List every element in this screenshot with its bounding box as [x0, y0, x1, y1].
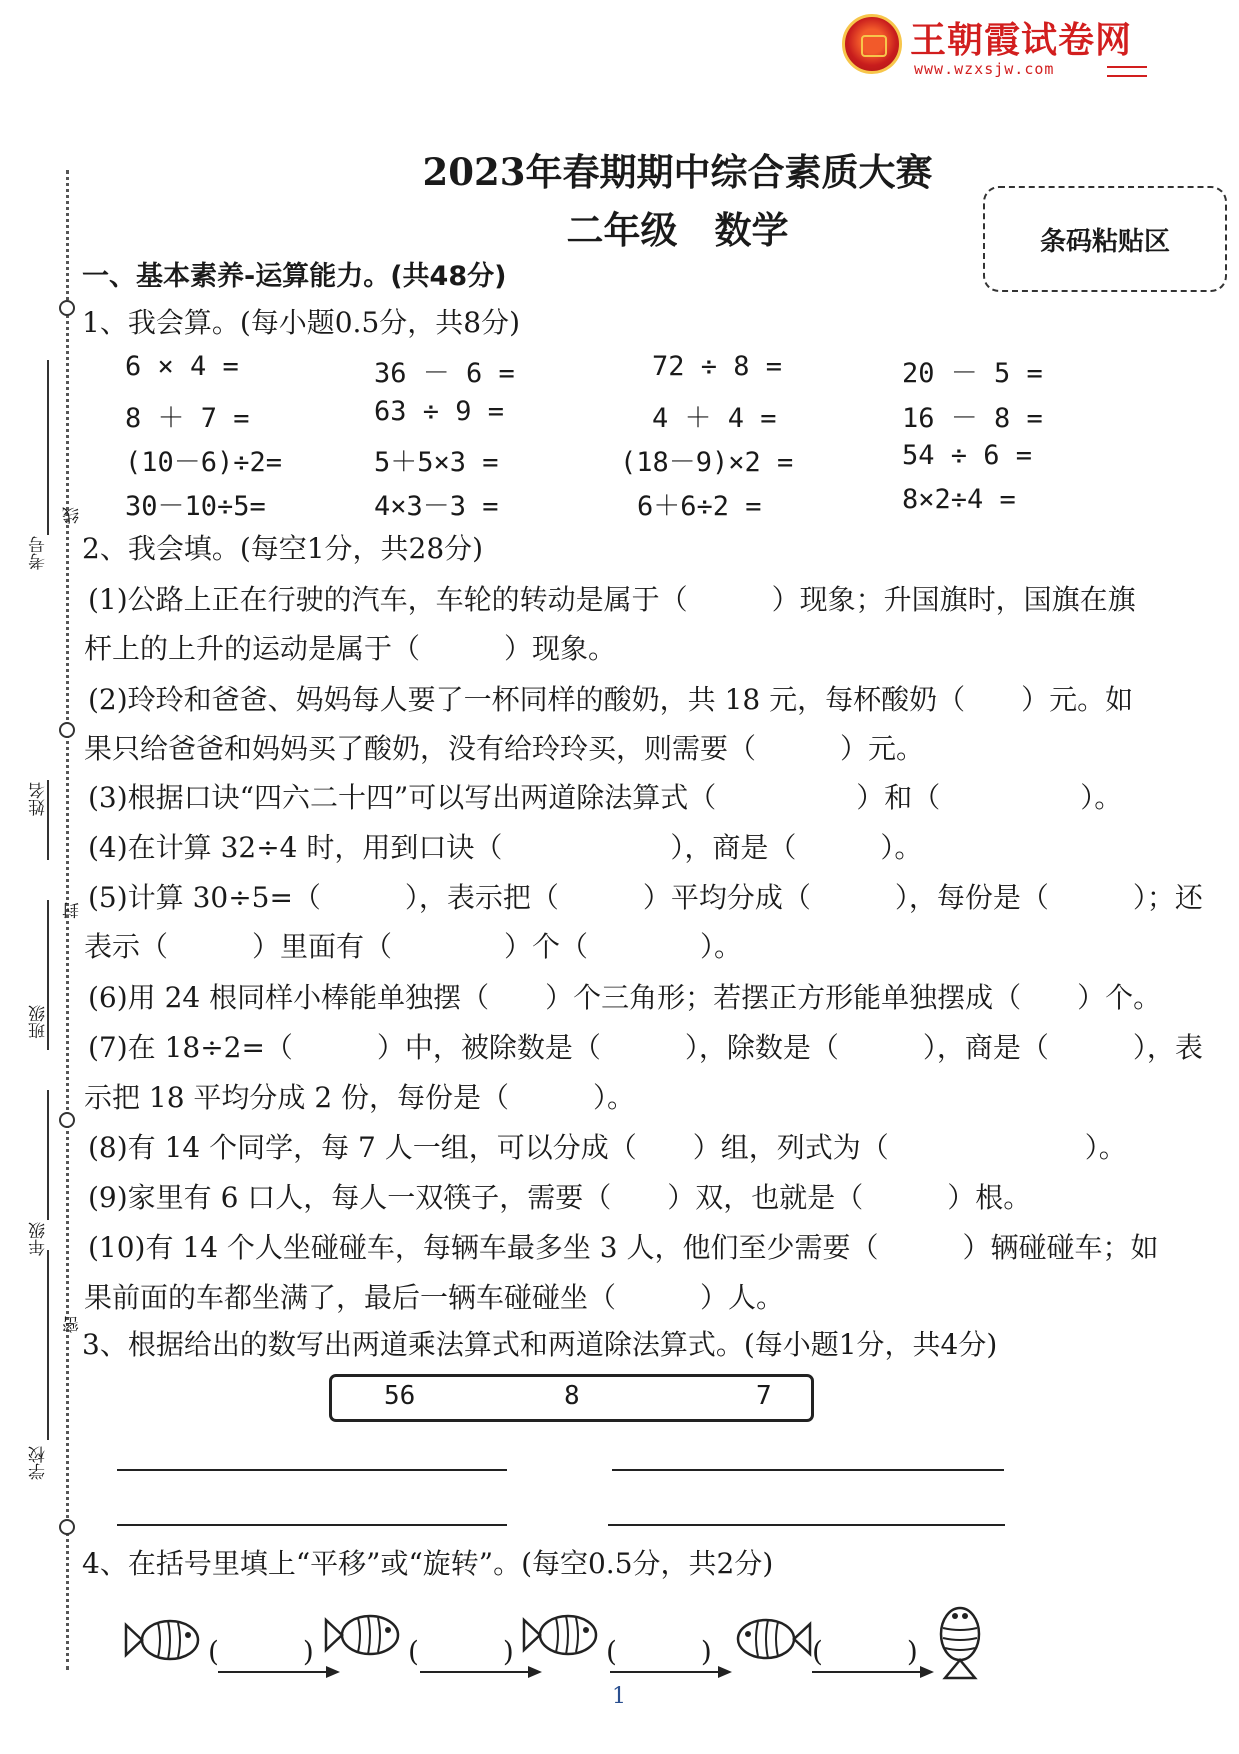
calc-item: 8×2÷4 = [902, 484, 1016, 515]
fish-icon [522, 1610, 604, 1660]
fill-line: (9)家里有 6 口人，每人一双筷子，需要（ ）双，也就是（ ）根。 [88, 1181, 1032, 1214]
calc-item: 16 － 8 = [902, 403, 1043, 434]
binding-hole [59, 1112, 75, 1128]
fill-line: (8)有 14 个同学，每 7 人一组，可以分成（ ）组，列式为（ ）。 [88, 1131, 1127, 1164]
answer-line [117, 1524, 507, 1526]
question-heading: 2、我会填。(每空1分，共28分) [82, 532, 484, 565]
fill-line: (1)公路上正在行驶的汽车，车轮的转动是属于（ ）现象；升国旗时，国旗在旗 [88, 583, 1136, 616]
calc-item: 72 ÷ 8 = [652, 351, 783, 382]
calc-item: 54 ÷ 6 = [902, 440, 1033, 471]
fill-line: (3)根据口诀“四六二十四”可以写出两道除法算式（ ）和（ ）。 [88, 781, 1123, 814]
binding-word: 封 [63, 902, 83, 919]
fill-line: 示把 18 平均分成 2 份，每份是（ ）。 [84, 1081, 636, 1114]
fill-line: 表示（ ）里面有（ ）个（ ）。 [84, 930, 743, 963]
fish-icon [935, 1600, 985, 1680]
logo-url: www.wzxsjw.com [914, 60, 1055, 78]
question-heading: 1、我会算。(每小题0.5分，共8分) [82, 306, 521, 339]
section-heading: 一、基本素养-运算能力。(共48分) [82, 261, 507, 292]
calc-item: 30－10÷5= [125, 491, 266, 522]
arrow-right-icon [610, 1671, 728, 1673]
calc-item: 20 － 5 = [902, 358, 1043, 389]
field-label-name: 姓名 [29, 782, 49, 816]
answer-blank[interactable]: ( ) [208, 1635, 314, 1668]
given-number: 8 [564, 1381, 580, 1411]
binding-hole [59, 1519, 75, 1535]
calc-item: 6 × 4 = [125, 351, 239, 382]
exam-subtitle: 二年级 数学 [566, 208, 789, 252]
binding-word: 密 [63, 1316, 83, 1333]
calc-item: 4×3－3 = [374, 491, 499, 522]
logo-decoration [1107, 66, 1147, 77]
logo-seal-icon [842, 14, 902, 74]
field-line [47, 360, 49, 535]
fill-line: 杆上的上升的运动是属于（ ）现象。 [84, 632, 617, 665]
fill-line: 果前面的车都坐满了，最后一辆车碰碰坐（ ）人。 [84, 1281, 785, 1314]
calc-item: 6＋6÷2 = [637, 491, 762, 522]
page-number: 1 [612, 1684, 626, 1709]
field-label-school: 学校 [29, 1446, 49, 1480]
fill-line: (10)有 14 个人坐碰碰车，每辆车最多坐 3 人，他们至少需要（ ）辆碰碰车；如 [88, 1231, 1159, 1264]
field-label-grade: 年级 [29, 1222, 49, 1256]
barcode-area [983, 186, 1227, 292]
calc-item: 8 ＋ 7 = [125, 403, 250, 434]
answer-blank[interactable]: ( ) [812, 1635, 918, 1668]
fill-line: 果只给爸爸和妈妈买了酸奶，没有给玲玲买，则需要（ ）元。 [84, 732, 925, 765]
arrow-right-icon [812, 1671, 930, 1673]
fish-icon [730, 1614, 812, 1664]
fill-line: (6)用 24 根同样小棒能单独摆（ ）个三角形；若摆正方形能单独摆成（ ）个。 [88, 981, 1162, 1014]
binding-hole [59, 300, 75, 316]
given-number: 56 [384, 1381, 416, 1411]
arrow-right-icon [420, 1671, 538, 1673]
binding-hole [59, 722, 75, 738]
fish-icon [324, 1610, 406, 1660]
answer-blank[interactable]: ( ) [408, 1635, 514, 1668]
answer-blank[interactable]: ( ) [606, 1635, 712, 1668]
logo-name: 王朝霞试卷网 [910, 20, 1133, 61]
fill-line: (2)玲玲和爸爸、妈妈每人要了一杯同样的酸奶，共 18 元，每杯酸奶（ ）元。如 [88, 683, 1134, 716]
fill-line: (4)在计算 32÷4 时，用到口诀（ ），商是（ ）。 [88, 831, 923, 864]
exam-title: 2023年春期期中综合素质大赛 [422, 150, 933, 194]
site-logo [842, 10, 1152, 80]
calc-item: 4 ＋ 4 = [652, 403, 777, 434]
number-box [329, 1374, 814, 1422]
question-heading: 4、在括号里填上“平移”或“旋转”。(每空0.5分，共2分) [82, 1547, 774, 1580]
calc-item: 36 － 6 = [374, 358, 515, 389]
field-line [47, 1090, 49, 1220]
answer-line [608, 1524, 1005, 1526]
fish-icon [124, 1615, 206, 1665]
calc-item: (10－6)÷2= [125, 447, 283, 478]
given-number: 7 [756, 1381, 772, 1411]
question-heading: 3、根据给出的数写出两道乘法算式和两道除法算式。(每小题1分，共4分) [82, 1328, 998, 1361]
calc-item: 5＋5×3 = [374, 447, 499, 478]
arrow-right-icon [218, 1671, 336, 1673]
answer-line [117, 1469, 507, 1471]
field-label-class: 班级 [29, 1005, 49, 1039]
answer-line [612, 1469, 1004, 1471]
fill-line: (7)在 18÷2=（ ）中，被除数是（ ），除数是（ ），商是（ ），表 [88, 1031, 1203, 1064]
binding-line [66, 170, 69, 1670]
field-line [47, 1250, 49, 1440]
fill-line: (5)计算 30÷5=（ ），表示把（ ）平均分成（ ），每份是（ ）；还 [88, 881, 1203, 914]
field-label-exam-number: 考号 [29, 536, 49, 570]
barcode-label: 条码粘贴区 [1039, 226, 1170, 257]
calc-item: (18－9)×2 = [620, 447, 794, 478]
binding-word: 线 [63, 507, 83, 524]
calc-item: 63 ÷ 9 = [374, 396, 505, 427]
